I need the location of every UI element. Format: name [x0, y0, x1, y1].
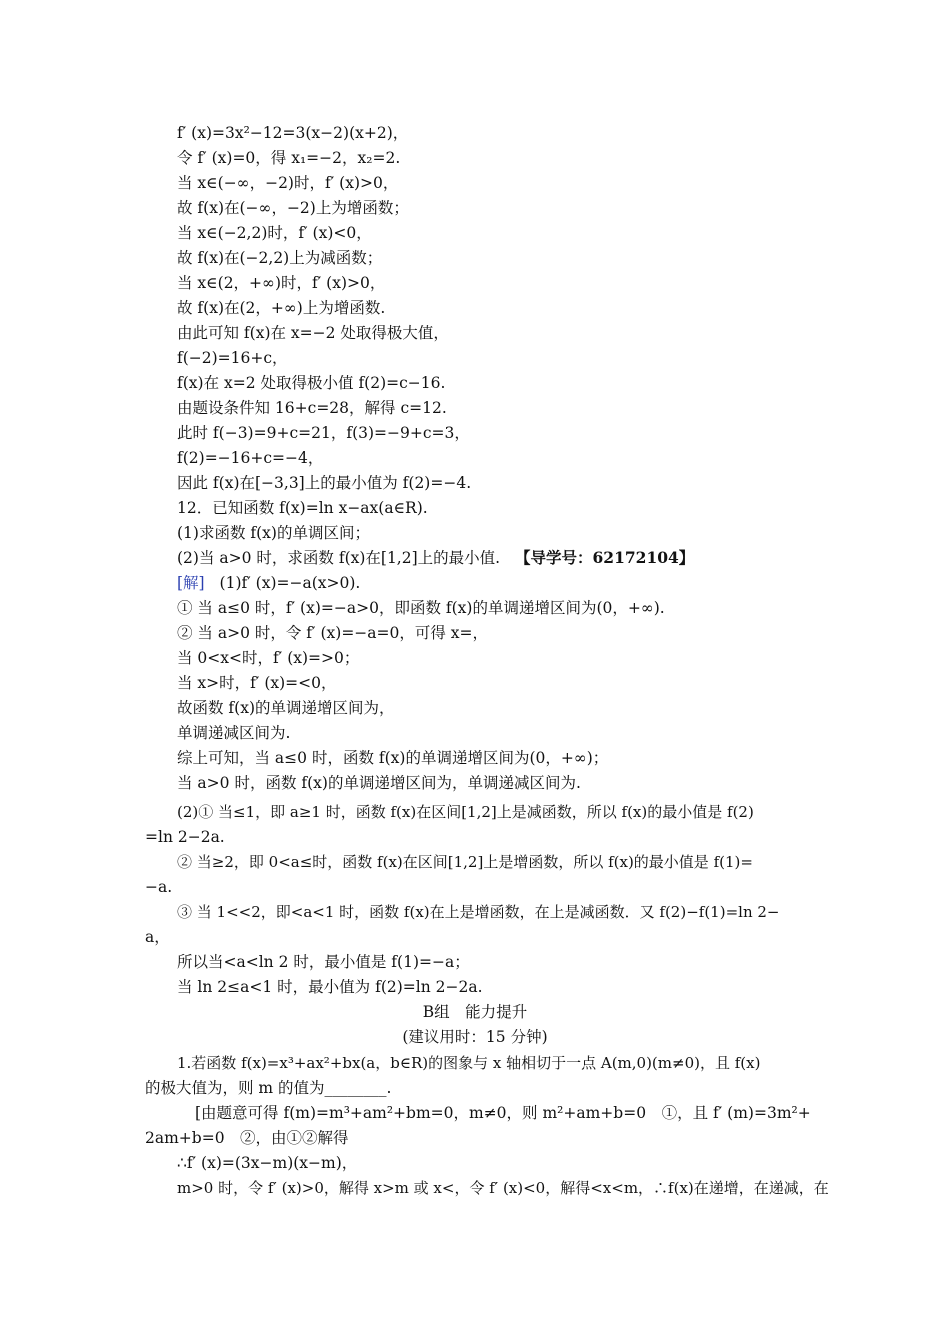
solution-11-line-8: 故 f(x)在(2，+∞)上为增函数. [177, 299, 386, 317]
solution-12-line: ② 当≥2，即 0<a≤时，函数 f(x)在区间[1,2]上是增函数，所以 f(x)的最小值是 f(1)= [177, 853, 753, 871]
solution-11-line-2: 令 f′ (x)=0，得 x₁=−2，x₂=2. [177, 149, 401, 167]
solution-11-line-1: f′ (x)=3x²−12=3(x−2)(x+2)， [177, 124, 409, 142]
solution-12-line: 单调递减区间为. [177, 724, 291, 742]
solution-12-line: ② 当 a>0 时，令 f′ (x)=−a=0，可得 x=， [177, 624, 489, 642]
solution-12-line: (2)① 当≤1，即 a≥1 时，函数 f(x)在区间[1,2]上是减函数，所以 f(x)的最小值是 f(2) [177, 803, 754, 821]
solution-11-line-13: 此时 f(−3)=9+c=21，f(3)=−9+c=3， [177, 424, 470, 442]
solution-11-line-3: 当 x∈(−∞，−2)时，f′ (x)>0， [177, 174, 399, 192]
solution-11-line-9: 由此可知 f(x)在 x=−2 处取得极大值， [177, 324, 449, 342]
solution-12-line: 当 x>时，f′ (x)=<0， [177, 674, 337, 692]
problem-b1-line: 1.若函数 f(x)=x³+ax²+bx(a，b∈R)的图象与 x 轴相切于一点 A(m,0)(m≠0)，且 f(x) [177, 1054, 761, 1072]
solution-b1-line: [由题意可得 f(m)=m³+am²+bm=0，m≠0，则 m²+am+b=0 ①，且 f′ (m)=3m²+ [195, 1104, 811, 1122]
solution-12-line: −a. [145, 878, 173, 896]
solution-11-line-15: 因此 f(x)在[−3,3]上的最小值为 f(2)=−4. [177, 474, 472, 492]
solution-12-line: 当 a>0 时，函数 f(x)的单调递增区间为，单调递减区间为. [177, 774, 581, 792]
solution-12-line: ③ 当 1<<2，即<a<1 时，函数 f(x)在上是增函数，在上是减函数．又 f(2)−f(1)=ln 2− [177, 903, 780, 921]
reference-number: 【导学号：62172104】 [515, 548, 695, 567]
solution-11-line-5: 当 x∈(−2,2)时，f′ (x)<0， [177, 224, 372, 242]
solution-b1-line: m>0 时，令 f′ (x)>0，解得 x>m 或 x<，令 f′ (x)<0，解得<x<m，∴f(x)在递增，在递减，在 [177, 1179, 829, 1197]
solution-11-line-12: 由题设条件知 16+c=28，解得 c=12. [177, 399, 447, 417]
problem-b1-line: 的极大值为，则 m 的值为________. [145, 1079, 392, 1097]
solution-12-line: 当 0<x<时，f′ (x)=>0； [177, 649, 360, 667]
solution-12-line: 故函数 f(x)的单调递增区间为， [177, 699, 395, 717]
solution-12-first-row [177, 572, 360, 594]
solution-12-line: =ln 2−2a. [145, 828, 225, 846]
solution-11-line-4: 故 f(x)在(−∞，−2)上为增函数； [177, 199, 409, 217]
solution-12-first-line: (1)f′ (x)=−a(x>0). [219, 574, 361, 592]
group-b-time: (建议用时：15 分钟) [402, 1028, 548, 1046]
problem-12-stem: 12．已知函数 f(x)=ln x−ax(a∈R). [177, 499, 428, 517]
solution-b1-line: 2am+b=0 ②，由①②解得 [145, 1129, 349, 1147]
solution-11-line-10: f(−2)=16+c， [177, 349, 288, 367]
solution-b1-line: ∴f′ (x)=(3x−m)(x−m)， [177, 1154, 358, 1172]
solution-12-line: a， [145, 928, 170, 946]
solution-11-line-7: 当 x∈(2，+∞)时，f′ (x)>0， [177, 274, 386, 292]
problem-12-part-2-row [177, 547, 694, 569]
problem-12-part-1: (1)求函数 f(x)的单调区间； [177, 524, 370, 542]
group-b-title: B组 能力提升 [422, 1003, 528, 1021]
solution-12-line: 综上可知，当 a≤0 时，函数 f(x)的单调递增区间为(0，+∞)； [177, 749, 609, 767]
solution-11-line-11: f(x)在 x=2 处取得极小值 f(2)=c−16. [177, 374, 446, 392]
solution-11-line-6: 故 f(x)在(−2,2)上为减函数； [177, 249, 383, 267]
solution-12-line: 所以当<a<ln 2 时，最小值是 f(1)=−a； [177, 953, 470, 971]
solution-11-line-14: f(2)=−16+c=−4， [177, 449, 324, 467]
solution-12-line: ① 当 a≤0 时，f′ (x)=−a>0，即函数 f(x)的单调递增区间为(0，+∞). [177, 599, 665, 617]
solution-12-line: 当 ln 2≤a<1 时，最小值为 f(2)=ln 2−2a. [177, 978, 483, 996]
solution-tag: [解] [177, 574, 205, 592]
problem-12-part-2: (2)当 a>0 时，求函数 f(x)在[1,2]上的最小值. [177, 549, 501, 567]
